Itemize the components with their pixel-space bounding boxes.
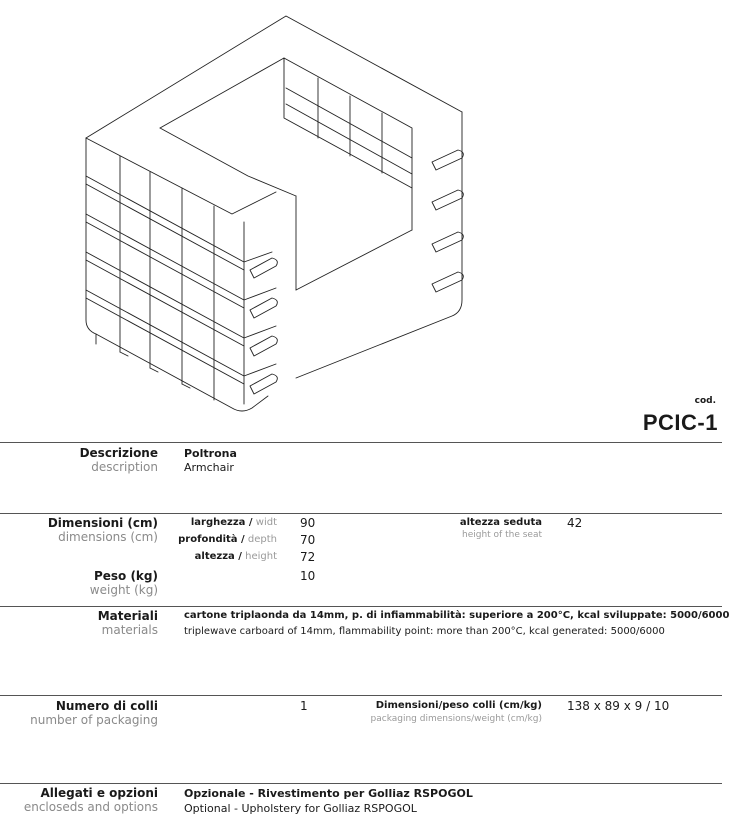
weight-sublabel: weight (kg) — [89, 583, 158, 597]
description-sublabel: description — [91, 460, 158, 474]
materials-sublabel: materials — [101, 623, 158, 637]
dimensions-label: Dimensioni (cm) — [47, 516, 158, 530]
weight-label: Peso (kg) — [93, 569, 158, 583]
depth-value: 70 — [300, 533, 316, 547]
options-value-it: Opzionale - Rivestimento per Golliaz RSPOGOL — [184, 787, 473, 800]
materials-label: Materiali — [97, 609, 158, 623]
materials-value-it: cartone triplaonda da 14mm, p. di infiammabilità: superiore a 200°C, kcal sviluppate: 5000/6000 — [184, 610, 730, 621]
code-label: cod. — [694, 396, 716, 406]
description-value-en: Armchair — [184, 461, 234, 474]
height-value: 72 — [300, 550, 316, 564]
divider — [0, 783, 722, 784]
divider — [0, 695, 722, 696]
description-value-it: Poltrona — [184, 447, 237, 460]
packaging-dims-sublabel: packaging dimensions/weight (cm/kg) — [370, 714, 542, 724]
dimensions-sublabel: dimensions (cm) — [58, 530, 158, 544]
divider — [0, 513, 722, 514]
seat-height-sublabel: height of the seat — [462, 530, 542, 540]
width-value: 90 — [300, 516, 316, 530]
height-label: altezza / height — [194, 551, 277, 562]
weight-value: 10 — [300, 569, 316, 583]
divider — [0, 442, 722, 443]
options-value-en: Optional - Upholstery for Golliaz RSPOGOL — [184, 802, 417, 815]
product-code: PCIC-1 — [642, 410, 718, 435]
packaging-dims-label: Dimensioni/peso colli (cm/kg) — [375, 700, 542, 711]
materials-value-en: triplewave carboard of 14mm, flammability point: more than 200°C, kcal generated: 5000/6000 — [184, 626, 665, 637]
depth-label: profondità / depth — [178, 534, 277, 545]
width-label: larghezza / widt — [190, 517, 277, 528]
packages-sublabel: number of packaging — [30, 713, 158, 727]
packages-label: Numero di colli — [55, 699, 158, 713]
options-label: Allegati e opzioni — [40, 786, 158, 800]
divider — [0, 606, 722, 607]
seat-height-value: 42 — [567, 516, 583, 530]
packaging-dims-value: 138 x 89 x 9 / 10 — [567, 699, 670, 713]
options-sublabel: encloseds and options — [23, 800, 158, 814]
seat-height-label: altezza seduta — [459, 517, 542, 528]
packages-count: 1 — [300, 699, 308, 713]
description-label: Descrizione — [79, 446, 158, 460]
